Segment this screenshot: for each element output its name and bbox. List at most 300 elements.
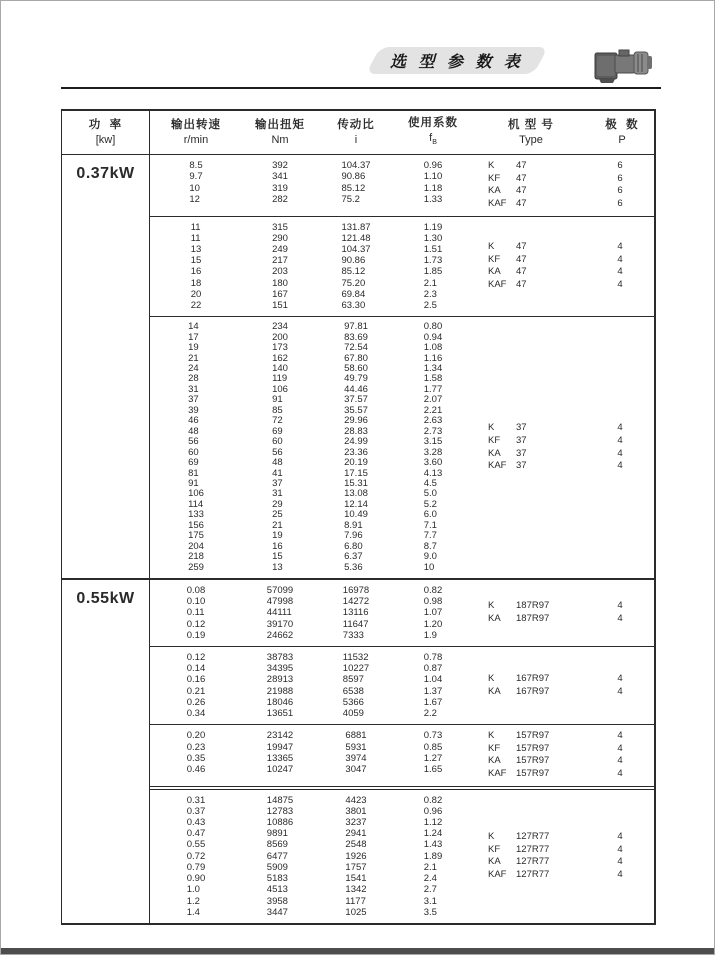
power-rating-label: 0.37kW — [62, 155, 150, 578]
type-row — [472, 686, 654, 699]
type-prefix: KF — [488, 253, 501, 265]
speed-column — [150, 795, 242, 918]
service-factor-value: 0.82 — [423, 585, 443, 597]
header-model-type: 机 型 号 Type — [508, 119, 554, 147]
torque-value: 41 — [272, 467, 283, 479]
ratio-value: 1541 — [345, 873, 367, 885]
power-section — [62, 578, 654, 923]
ratio-value: 6.37 — [344, 551, 363, 563]
type-size: 127R77 — [516, 856, 550, 868]
service-factor-value: 0.96 — [423, 160, 443, 172]
service-factor-value: 1.24 — [423, 828, 443, 840]
ratio-value: 90.86 — [341, 171, 366, 183]
type-row — [472, 160, 654, 173]
service-factor-value: 7.7 — [423, 530, 437, 542]
fb-column — [394, 652, 472, 719]
type-prefix: K — [488, 730, 495, 742]
type-poles-column — [472, 160, 654, 210]
speed-value: 114 — [188, 498, 204, 510]
speed-value: 0.37 — [186, 805, 206, 817]
torque-value: 8569 — [266, 839, 288, 851]
speed-value: 0.43 — [186, 817, 206, 829]
torque-column — [242, 730, 318, 780]
type-size: 47 — [516, 172, 527, 184]
type-prefix: KAF — [488, 197, 507, 209]
torque-value: 23142 — [266, 730, 294, 742]
speed-value: 21 — [188, 352, 199, 364]
ratio-value: 67.80 — [344, 352, 368, 364]
service-factor-value: 1.20 — [423, 618, 443, 630]
ratio-value: 3801 — [345, 805, 367, 817]
type-poles-column — [472, 222, 654, 312]
service-factor-value: 2.2 — [423, 708, 437, 720]
service-factor-value: 1.43 — [423, 839, 443, 851]
ratio-value: 2941 — [345, 828, 367, 840]
torque-value: 106 — [272, 383, 288, 395]
type-prefix: KA — [488, 856, 501, 868]
ratio-value: 69.84 — [341, 288, 366, 300]
speed-column — [150, 585, 242, 641]
type-row — [472, 266, 654, 279]
service-factor-value: 1.51 — [423, 243, 443, 255]
torque-value: 29 — [272, 498, 283, 510]
ratio-value: 90.86 — [341, 255, 366, 267]
type-row — [472, 198, 654, 211]
ratio-value: 131.87 — [341, 221, 371, 233]
torque-value: 151 — [272, 299, 288, 311]
poles-value: 6 — [617, 172, 623, 184]
service-factor-value: 4.13 — [423, 467, 443, 479]
header-service-factor: 使用系数 $f_B$ — [408, 117, 458, 147]
ratio-value: 20.19 — [344, 457, 368, 469]
type-size: 47 — [516, 241, 527, 253]
fb-column — [394, 222, 472, 312]
ratio-value: 104.37 — [341, 160, 371, 172]
torque-value: 10886 — [266, 817, 294, 829]
type-prefix: KA — [488, 185, 501, 197]
torque-stack — [272, 322, 288, 573]
speed-column — [150, 222, 242, 312]
poles-value: 4 — [617, 742, 623, 754]
ratio-value: 104.37 — [341, 243, 371, 255]
poles-value: 4 — [617, 460, 623, 472]
service-factor-value: 2.1 — [423, 861, 437, 873]
ratio-value: 28.83 — [344, 425, 368, 437]
ratio-value: 1926 — [345, 850, 367, 862]
type-size: 127R77 — [516, 868, 550, 880]
speed-value: 37 — [188, 394, 199, 406]
speed-value: 204 — [188, 540, 204, 552]
speed-value: 91 — [188, 477, 199, 489]
type-prefix: KAF — [488, 868, 507, 880]
torque-value: 60 — [272, 436, 283, 448]
ratio-value: 7.96 — [344, 530, 363, 542]
speed-value: 24 — [188, 363, 199, 374]
speed-value: 0.90 — [186, 873, 206, 885]
page-title: 选 型 参 数 表 — [390, 54, 524, 71]
type-size: 157R97 — [516, 755, 550, 767]
speed-value: 46 — [188, 415, 199, 427]
type-row — [472, 869, 654, 882]
type-row — [472, 600, 654, 613]
type-prefix: KA — [488, 755, 501, 767]
type-size: 37 — [516, 460, 527, 472]
service-factor-value: 2.21 — [423, 404, 443, 416]
service-factor-value: 1.73 — [423, 255, 443, 267]
data-block — [150, 316, 654, 578]
poles-value: 4 — [617, 831, 623, 843]
fb-stack — [424, 322, 443, 573]
ratio-value: 37.57 — [344, 394, 368, 406]
service-factor-value: 0.82 — [423, 794, 443, 806]
type-size: 187R97 — [516, 600, 550, 612]
ratio-value: 75.20 — [341, 277, 366, 289]
torque-value: 5183 — [266, 873, 288, 885]
service-factor-value: 3.5 — [423, 906, 437, 918]
ratio-column — [318, 795, 394, 918]
type-prefix: K — [488, 831, 495, 843]
type-size: 47 — [516, 160, 527, 172]
service-factor-value: 2.4 — [423, 873, 437, 885]
service-factor-value: 2.7 — [423, 884, 437, 896]
speed-value: 8.5 — [189, 160, 203, 172]
header-output-speed: 输出转速 r/min — [171, 119, 221, 147]
ratio-value: 15.31 — [344, 477, 368, 489]
ratio-value: 5931 — [345, 741, 367, 753]
speed-value: 0.47 — [186, 828, 206, 840]
ratio-stack — [345, 730, 366, 775]
type-row — [472, 755, 654, 768]
poles-value: 4 — [617, 253, 623, 265]
torque-value: 15 — [272, 551, 283, 563]
type-poles-column — [472, 730, 654, 780]
type-size: 157R97 — [516, 768, 550, 780]
torque-value: 24662 — [266, 629, 294, 641]
speed-value: 11 — [190, 232, 201, 244]
service-factor-value: 1.12 — [423, 817, 443, 829]
service-factor-value: 0.73 — [423, 730, 443, 742]
torque-value: 5909 — [266, 861, 288, 873]
torque-value: 315 — [272, 221, 288, 233]
service-factor-value: 1.58 — [423, 373, 443, 385]
ratio-column — [318, 322, 394, 573]
service-factor-value: 1.16 — [423, 352, 443, 364]
service-factor-value: 2.3 — [423, 288, 437, 300]
speed-value: 11 — [190, 221, 201, 233]
speed-value: 0.20 — [186, 730, 206, 742]
ratio-value: 3047 — [345, 763, 367, 775]
service-factor-value: 2.1 — [423, 277, 437, 289]
speed-value: 20 — [190, 288, 202, 300]
poles-value: 4 — [617, 613, 623, 625]
torque-column — [242, 795, 318, 918]
torque-value: 39170 — [266, 618, 294, 630]
service-factor-value: 0.80 — [423, 321, 443, 333]
torque-value: 13651 — [266, 708, 294, 720]
torque-value: 234 — [272, 321, 288, 333]
data-block — [150, 724, 654, 785]
speed-stack — [191, 222, 202, 312]
torque-column — [242, 585, 318, 641]
header-power: 功 率 [kw] — [62, 111, 150, 154]
torque-value: 162 — [272, 352, 288, 364]
service-factor-value: 1.9 — [423, 629, 437, 641]
poles-value: 4 — [617, 241, 623, 253]
torque-stack — [272, 222, 288, 312]
ratio-value: 11532 — [342, 652, 369, 664]
poles-value: 4 — [617, 755, 623, 767]
torque-stack — [272, 160, 288, 205]
ratio-value: 58.60 — [344, 363, 368, 374]
service-factor-value: 6.0 — [423, 509, 437, 521]
data-block — [150, 580, 654, 646]
torque-value: 319 — [272, 182, 288, 194]
speed-value: 60 — [188, 446, 199, 458]
ratio-column — [318, 730, 394, 780]
ratio-value: 5366 — [342, 696, 364, 708]
ratio-value: 12.14 — [344, 498, 368, 510]
ratio-stack — [343, 585, 369, 641]
ratio-value: 85.12 — [341, 182, 366, 194]
speed-value: 19 — [188, 342, 199, 354]
speed-value: 81 — [188, 467, 199, 479]
ratio-value: 49.79 — [344, 373, 368, 385]
torque-stack — [267, 730, 293, 775]
ratio-column — [318, 652, 394, 719]
torque-value: 167 — [272, 288, 288, 300]
table-header-row — [62, 111, 654, 155]
ratio-column — [318, 222, 394, 312]
service-factor-value: 1.65 — [423, 763, 443, 775]
speed-value: 0.08 — [186, 585, 206, 597]
service-factor-value: 1.07 — [423, 607, 443, 619]
torque-value: 19 — [272, 530, 283, 542]
ratio-value: 5.36 — [344, 561, 363, 573]
speed-value: 0.23 — [186, 741, 206, 753]
type-row — [472, 279, 654, 292]
power-section — [62, 155, 654, 578]
fb-stack — [424, 730, 443, 775]
service-factor-value: 0.98 — [423, 596, 443, 608]
type-prefix: KF — [488, 172, 501, 184]
poles-value: 4 — [617, 856, 623, 868]
ratio-value: 24.99 — [344, 436, 368, 448]
ratio-value: 1177 — [345, 895, 366, 907]
torque-value: 91 — [272, 394, 283, 406]
speed-value: 17 — [188, 331, 199, 343]
service-factor-value: 3.28 — [423, 446, 443, 458]
service-factor-value: 3.60 — [423, 457, 443, 469]
speed-value: 28 — [188, 373, 199, 385]
torque-value: 6477 — [266, 850, 288, 862]
ratio-value: 85.12 — [341, 266, 366, 278]
service-factor-value: 10 — [423, 561, 435, 573]
torque-value: 14875 — [266, 794, 294, 806]
ratio-value: 13116 — [342, 607, 369, 619]
fb-stack — [424, 652, 443, 719]
torque-value: 282 — [272, 193, 288, 205]
type-prefix: KA — [488, 685, 501, 697]
service-factor-value: 0.78 — [423, 652, 443, 664]
type-row — [472, 743, 654, 756]
speed-value: 0.79 — [186, 861, 206, 873]
type-size: 37 — [516, 447, 527, 459]
service-factor-value: 1.77 — [423, 383, 443, 395]
torque-value: 4513 — [266, 884, 288, 896]
speed-value: 39 — [188, 404, 199, 416]
service-factor-value: 2.73 — [423, 425, 443, 437]
ratio-value: 6.80 — [344, 540, 363, 552]
type-poles-column — [472, 652, 654, 719]
fb-column — [394, 795, 472, 918]
ratio-value: 14272 — [342, 596, 370, 608]
type-size: 127R77 — [516, 843, 550, 855]
speed-value: 12 — [189, 193, 200, 205]
ratio-value: 11647 — [342, 618, 369, 630]
service-factor-value: 0.96 — [423, 805, 443, 817]
type-size: 47 — [516, 197, 527, 209]
speed-value: 106 — [188, 488, 204, 500]
poles-value: 6 — [617, 160, 623, 172]
torque-value: 13365 — [266, 752, 294, 764]
type-size: 187R97 — [516, 613, 550, 625]
section-blocks — [150, 580, 654, 923]
torque-value: 341 — [272, 171, 288, 183]
speed-value: 0.12 — [186, 652, 206, 664]
selection-parameter-table — [61, 109, 656, 925]
type-row — [472, 241, 654, 254]
speed-stack — [188, 322, 204, 573]
ratio-value: 72.54 — [344, 342, 368, 354]
speed-value: 31 — [188, 383, 199, 395]
speed-value: 218 — [188, 551, 204, 563]
torque-value: 38783 — [266, 652, 294, 664]
fb-column — [394, 160, 472, 210]
torque-value: 140 — [272, 363, 288, 374]
page-footer-bar — [1, 948, 714, 954]
speed-column — [150, 730, 242, 780]
poles-value: 4 — [617, 278, 623, 290]
header-transmission-ratio: 传动比 i — [337, 119, 375, 147]
type-size: 37 — [516, 435, 527, 447]
type-row — [472, 435, 654, 448]
service-factor-value: 1.34 — [423, 363, 443, 374]
speed-column — [150, 652, 242, 719]
ratio-value: 29.96 — [344, 415, 368, 427]
type-prefix: KF — [488, 742, 501, 754]
ratio-value: 1025 — [345, 906, 367, 918]
torque-value: 9891 — [266, 828, 288, 840]
ratio-value: 1342 — [345, 884, 367, 896]
torque-value: 28913 — [266, 674, 294, 686]
speed-value: 0.55 — [186, 839, 206, 851]
type-prefix: KF — [488, 435, 501, 447]
type-row — [472, 173, 654, 186]
speed-value: 1.2 — [186, 895, 200, 907]
service-factor-value: 3.15 — [423, 436, 443, 448]
torque-value: 16 — [272, 540, 283, 552]
ratio-stack — [344, 322, 368, 573]
type-size: 127R77 — [516, 831, 550, 843]
ratio-value: 35.57 — [344, 404, 368, 416]
torque-stack — [267, 652, 293, 719]
speed-value: 1.4 — [186, 906, 200, 918]
poles-value: 4 — [617, 868, 623, 880]
fb-stack — [424, 222, 443, 312]
speed-value: 1.0 — [186, 884, 200, 896]
speed-stack — [187, 652, 206, 719]
torque-value: 47998 — [266, 596, 294, 608]
data-block — [150, 786, 654, 923]
ratio-value: 97.81 — [344, 321, 368, 333]
speed-value: 0.34 — [186, 708, 206, 720]
section-blocks — [150, 155, 654, 578]
torque-stack — [267, 795, 293, 918]
torque-value: 19947 — [266, 741, 294, 753]
speed-value: 15 — [190, 255, 202, 267]
ratio-value: 6538 — [342, 685, 364, 697]
type-row — [472, 185, 654, 198]
page-header — [1, 1, 714, 109]
ratio-value: 23.36 — [344, 446, 368, 458]
service-factor-value: 2.63 — [423, 415, 443, 427]
service-factor-value: 5.0 — [423, 488, 437, 500]
type-size: 47 — [516, 278, 527, 290]
ratio-value: 8.91 — [344, 519, 363, 531]
header-output-torque: 输出扭矩 Nm — [255, 119, 305, 147]
speed-value: 0.11 — [186, 607, 205, 619]
service-factor-value: 3.1 — [423, 895, 437, 907]
service-factor-value: 1.27 — [423, 752, 443, 764]
ratio-value: 4059 — [342, 708, 364, 720]
poles-value: 4 — [617, 447, 623, 459]
ratio-value: 8597 — [342, 674, 364, 686]
torque-value: 290 — [272, 232, 288, 244]
speed-stack — [187, 730, 206, 775]
ratio-stack — [341, 222, 370, 312]
ratio-value: 17.15 — [344, 467, 368, 479]
service-factor-value: 1.19 — [423, 221, 443, 233]
type-prefix: K — [488, 160, 495, 172]
ratio-value: 10227 — [342, 663, 370, 675]
speed-value: 259 — [188, 561, 204, 573]
type-size: 167R97 — [516, 673, 550, 685]
ratio-value: 121.48 — [341, 232, 371, 244]
poles-value: 6 — [617, 197, 623, 209]
torque-value: 31 — [272, 488, 283, 500]
type-row — [472, 448, 654, 461]
type-poles-column — [472, 585, 654, 641]
torque-stack — [267, 585, 293, 641]
ratio-value: 4423 — [345, 794, 367, 806]
type-size: 167R97 — [516, 685, 550, 697]
data-block — [150, 216, 654, 317]
type-row — [472, 460, 654, 473]
type-row — [472, 730, 654, 743]
torque-value: 57099 — [266, 585, 294, 597]
type-row — [472, 831, 654, 844]
service-factor-value: 5.2 — [423, 498, 437, 510]
ratio-value: 83.69 — [344, 331, 368, 343]
ratio-value: 63.30 — [341, 299, 366, 311]
power-rating-label: 0.55kW — [62, 580, 150, 923]
service-factor-value: 1.04 — [423, 674, 443, 686]
type-prefix: KAF — [488, 278, 507, 290]
ratio-column — [318, 585, 394, 641]
torque-value: 18046 — [266, 696, 294, 708]
speed-value: 133 — [188, 509, 204, 521]
torque-value: 37 — [272, 477, 283, 489]
